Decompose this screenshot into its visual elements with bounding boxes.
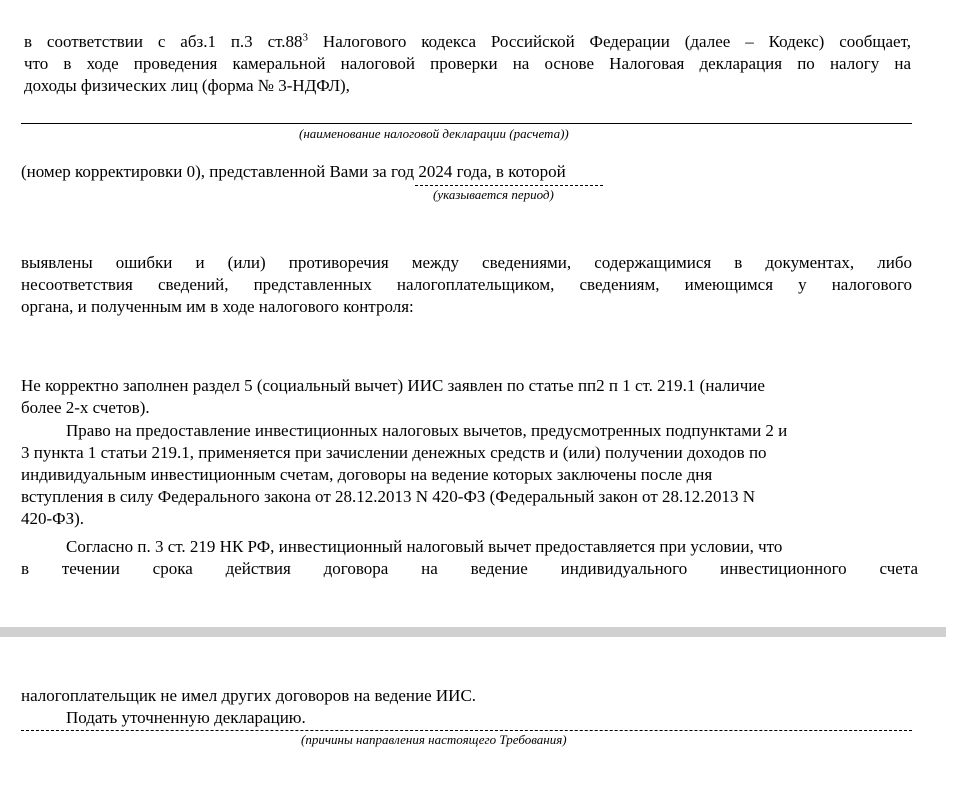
reason-p1-line-1: Не корректно заполнен раздел 5 (социальный вычет) ИИС заявлен по статье пп2 п 1 ст. 219.1 (наличие: [21, 376, 765, 395]
reason-p3-continued: налогоплательщик не имел других договоров на ведение ИИС.: [21, 686, 477, 705]
errors-line-2: несоответствия сведений, представленных налогоплательщиком, сведениям, имеющимся у налогового: [21, 275, 912, 294]
reason-p1-line-2: более 2-х счетов).: [21, 398, 150, 417]
errors-line-1: выявлены ошибки и (или) противоречия между сведениями, содержащимися в документах, либо: [21, 253, 912, 272]
declaration-caption: (наименование налоговой декларации (расчета)): [299, 126, 569, 141]
reason-p2-line-3: индивидуальным инвестиционным счетам, договоры на ведение которых заключены после дня: [21, 465, 713, 484]
reason-continuation: [21, 685, 912, 729]
intro-line-1-text-cont: Налогового кодекса Российской Федерации (далее – Кодекс) сообщает,: [308, 32, 911, 51]
reason-p3-line-1: Согласно п. 3 ст. 219 НК РФ, инвестиционный налоговый вычет предоставляется при условии, что: [66, 537, 783, 556]
intro-line-3: доходы физических лиц (форма № 3-НДФЛ),: [24, 76, 350, 95]
reasons-caption: (причины направления настоящего Требования): [301, 732, 567, 747]
period-line: [415, 185, 603, 186]
reason-paragraph-1: [21, 375, 921, 419]
reason-p2-line-1: Право на предоставление инвестиционных налоговых вычетов, предусмотренных подпунктами 2 и: [66, 421, 788, 440]
reason-p2-line-5: 420-ФЗ).: [21, 509, 85, 528]
page-break: [0, 627, 946, 637]
errors-line-3: органа, и полученным им в ходе налогового контроля:: [21, 297, 414, 316]
period-caption: (указывается период): [433, 187, 554, 202]
intro-line-1: [21, 31, 911, 53]
correction-line: (номер корректировки 0), представленной Вами за год 2024 года, в которой: [21, 162, 566, 181]
errors-paragraph: [21, 252, 912, 318]
reasons-line: [21, 730, 912, 731]
intro-paragraph: [21, 31, 911, 97]
intro-line-2: что в ходе проведения камеральной налоговой проверки на основе Налоговая декларация по налогу на: [24, 54, 911, 73]
reason-p2-line-4: вступления в силу Федерального закона от 28.12.2013 N 420-ФЗ (Федеральный закон от 28.12.2013 N: [21, 487, 756, 506]
declaration-name-line: [21, 123, 912, 124]
reason-paragraph-2: [21, 420, 921, 530]
intro-line-1-text: в соответствии с абз.1 п.3 ст.88: [24, 32, 303, 51]
reason-p4: Подать уточненную декларацию.: [66, 708, 306, 727]
reason-p3-line-2: в течении срока действия договора на ведение индивидуального инвестиционного счета: [21, 559, 918, 578]
reason-p2-line-2: 3 пункта 1 статьи 219.1, применяется при зачислении денежных средств и (или) получении доходов по: [21, 443, 767, 462]
reason-paragraph-3: [21, 536, 918, 580]
article-superscript: 3: [302, 31, 309, 44]
